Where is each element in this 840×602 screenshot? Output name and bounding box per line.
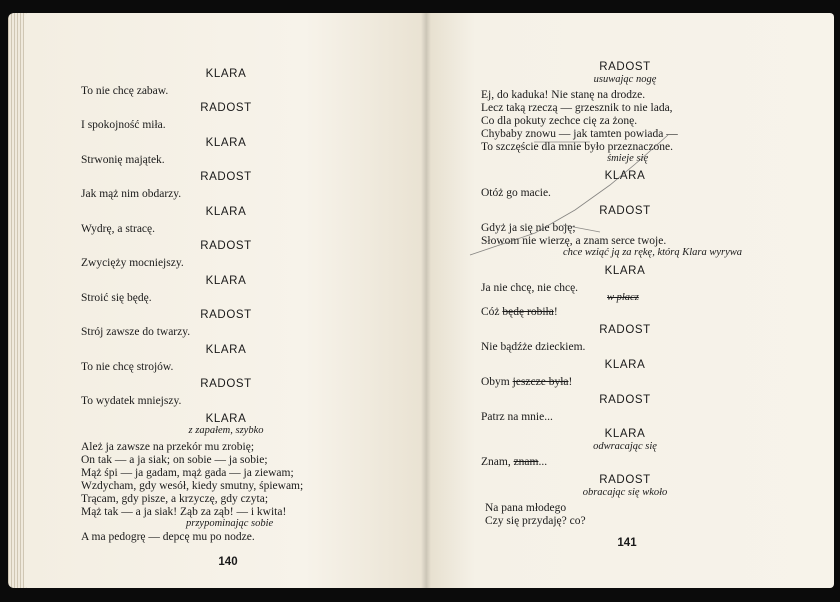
- dialogue-line: Strwonię majątek.: [81, 154, 165, 166]
- dialogue-line: Stroić się będę.: [81, 292, 152, 304]
- speaker-name: KLARA: [205, 413, 247, 425]
- speaker-name: KLARA: [205, 206, 247, 218]
- speaker-name: KLARA: [604, 170, 646, 182]
- speaker-name: RADOST: [200, 102, 252, 114]
- verse-line: Gdyż ja się nie boję;: [481, 222, 576, 234]
- dialogue-line: Ja nie chcę, nie chcę.: [481, 282, 579, 294]
- page-number: 140: [218, 556, 238, 568]
- verse-line: Trącam, gdy pisze, a krzyczę, gdy czyta;: [81, 493, 269, 505]
- dialogue-line: To nie chcę strojów.: [81, 361, 174, 373]
- book-gutter: [421, 13, 431, 588]
- speaker-name: RADOST: [599, 205, 651, 217]
- stage-direction: odwracając się: [593, 441, 657, 452]
- struck-text: znam: [513, 456, 539, 468]
- page-number: 141: [617, 537, 637, 549]
- speaker-name: KLARA: [604, 265, 646, 277]
- dialogue-line: Cóż będę robiła!: [481, 306, 558, 318]
- speaker-name: RADOST: [599, 61, 651, 73]
- speaker-name: RADOST: [599, 324, 651, 336]
- verse-line: Ej, do kaduka! Nie stanę na drodze.: [481, 89, 646, 101]
- stage-direction: z zapałem, szybko: [188, 425, 264, 436]
- speaker-name: KLARA: [205, 68, 247, 80]
- verse-line: A ma pedogrę — depcę mu po nodze.: [81, 531, 255, 543]
- stage-direction: obracając się wkoło: [582, 487, 668, 498]
- verse-line: Na pana młodego: [485, 502, 567, 514]
- struck-direction: w płacz: [607, 292, 639, 303]
- speaker-name: RADOST: [200, 240, 252, 252]
- speaker-name: KLARA: [205, 275, 247, 287]
- verse-line: To szczęście dla mnie było przeznaczone.: [481, 141, 674, 153]
- stage-direction: usuwając nogę: [593, 74, 657, 85]
- struck-text: będę robiła: [502, 306, 554, 318]
- dialogue-line: I spokojność miła.: [81, 119, 166, 131]
- verse-line: On tak — a ja siak; on sobie — ja sobie;: [81, 454, 268, 466]
- verse-line: Chybaby znowu — jak tamten powiada —: [481, 128, 678, 140]
- dialogue-line: Zwycięży mocniejszy.: [81, 257, 184, 269]
- speaker-name: KLARA: [604, 359, 646, 371]
- dialogue-line: Patrz na mnie...: [481, 411, 553, 423]
- stage-direction: chce wziąć ją za rękę, którą Klara wyrywa: [563, 247, 743, 258]
- verse-line: Wzdycham, gdy wesół, kiedy smutny, śpiewam;: [81, 480, 304, 492]
- speaker-name: RADOST: [200, 171, 252, 183]
- struck-text: jeszcze była: [512, 376, 569, 388]
- speaker-name: RADOST: [599, 474, 651, 486]
- dialogue-line: Wydrę, a stracę.: [81, 223, 156, 235]
- stage-direction: przypominając sobie: [186, 518, 274, 529]
- speaker-name: KLARA: [205, 137, 247, 149]
- verse-line: Czy się przydaję? co?: [485, 515, 586, 527]
- verse-line: Mąż tak — a ja siak! Ząb za ząb! — i kwita!: [81, 506, 287, 518]
- speaker-name: RADOST: [599, 394, 651, 406]
- dialogue-line: Nie bądźże dzieckiem.: [481, 341, 586, 353]
- stage-direction: śmieje się: [607, 153, 649, 164]
- dialogue-line: To nie chcę zabaw.: [81, 85, 169, 97]
- dialogue-line: Otóż go macie.: [481, 187, 551, 199]
- verse-line: Lecz taką rzeczą — grzesznik to nie lada,: [481, 102, 673, 114]
- speaker-name: RADOST: [200, 309, 252, 321]
- dialogue-line: Strój zawsze do twarzy.: [81, 326, 191, 338]
- verse-line: Ależ ja zawsze na przekór mu zrobię;: [81, 441, 255, 453]
- speaker-name: KLARA: [604, 428, 646, 440]
- verse-line: Słowom nie wierzę, a znam serce twoje.: [481, 235, 667, 247]
- speaker-name: KLARA: [205, 344, 247, 356]
- verse-line: Co dla pokuty zechce cię za żonę.: [481, 115, 638, 127]
- verse-line: Mąż śpi — ja gadam, mąż gada — ja ziewam;: [81, 467, 294, 479]
- dialogue-line: Znam, znam...: [481, 456, 548, 468]
- dialogue-line: Obym jeszcze była!: [481, 376, 573, 388]
- dialogue-line: To wydatek mniejszy.: [81, 395, 182, 407]
- speaker-name: RADOST: [200, 378, 252, 390]
- dialogue-line: Jak mąż nim obdarzy.: [81, 188, 182, 200]
